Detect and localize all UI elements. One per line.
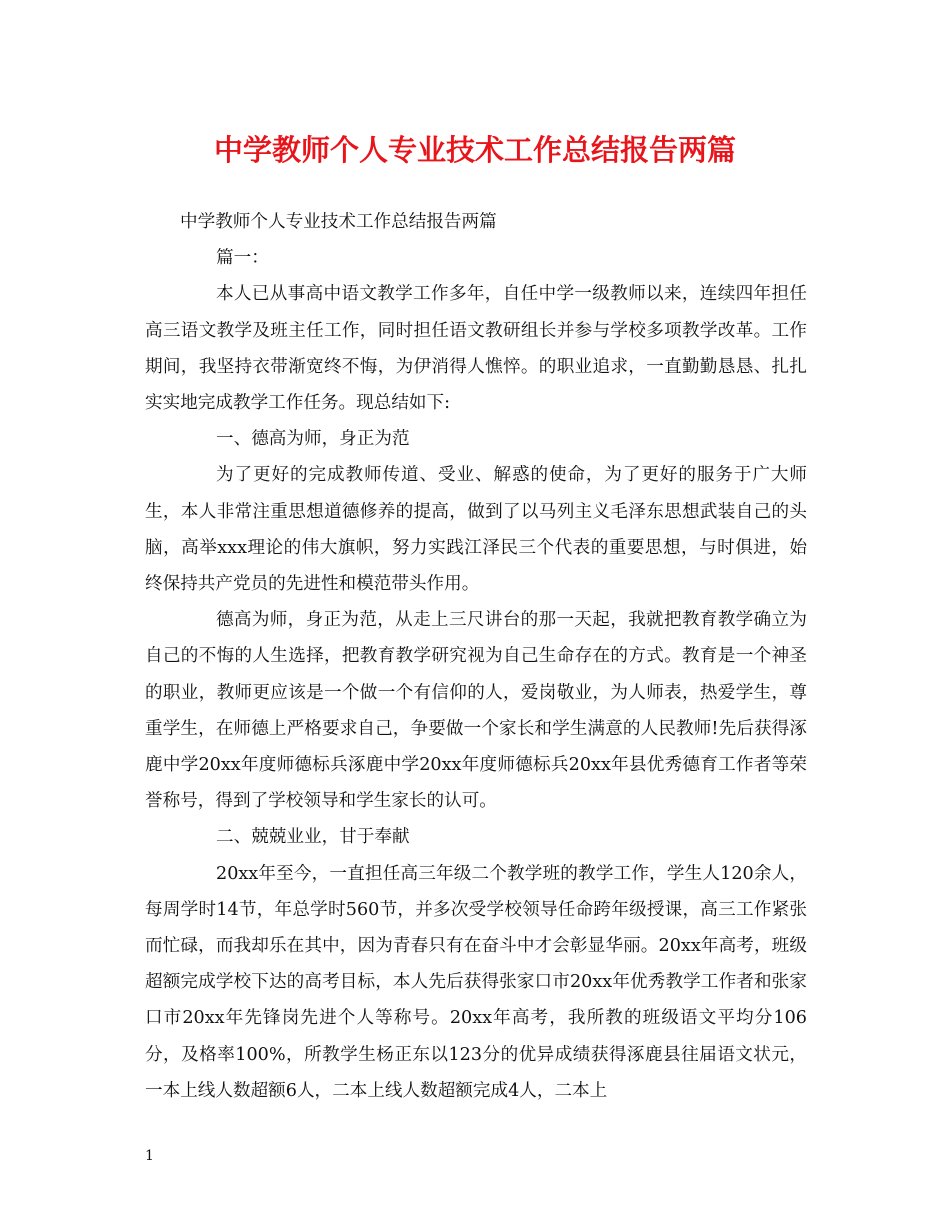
body-paragraph: 20xx年至今，一直担任高三年级二个教学班的教学工作，学生人120余人，每周学时14节，年总学时560节，并多次受学校领导任命跨年级授课，高三工作紧张而忙碌，而我却乐在其中，因为青春只有在奋斗中才会彰显华丽。20xx年高考，班级超额完成学校下达的高考目标，本人先后获得张家口市20xx年优秀教学工作者和张家口市20xx年先锋岗先进个人等称号。20xx年高考，我所教的班级语文平均分106分，及格率100%，所教学生杨正东以123分的优异成绩获得涿鹿县往届语文状元，一本上线人数超额6人，二本上线人数超额完成4人，二本上 xyxy=(145,863,807,1101)
document-body xyxy=(145,204,807,1109)
subtitle-paragraph: 中学教师个人专业技术工作总结报告两篇 xyxy=(180,212,497,232)
document-title: 中学教师个人专业技术工作总结报告两篇 xyxy=(213,133,736,167)
section-heading-two: 二、兢兢业业，甘于奉献 xyxy=(216,827,410,848)
section-heading-one: 一、德高为师，身正为范 xyxy=(216,429,410,450)
body-paragraph: 德高为师，身正为范，从走上三尺讲台的那一天起，我就把教育教学确立为自己的不悔的人生选择，把教育教学研究视为自己生命存在的方式。教育是一个神圣的职业，教师更应该是一个做一个有信仰的人，爱岗敬业，为人师表，热爱学生，尊重学生，在师德上严格要求自己，争要做一个家长和学生满意的人民教师!先后获得涿鹿中学20xx年度师德标兵涿鹿中学20xx年度师德标兵20xx年县优秀德育工作者等荣誉称号，得到了学校领导和学生家长的认可。 xyxy=(145,610,807,812)
section-label-part-one: 篇一： xyxy=(216,248,269,269)
page-number: 1 xyxy=(145,1148,154,1164)
body-paragraph: 为了更好的完成教师传道、受业、解惑的使命，为了更好的服务于广大师生，本人非常注重思想道德修养的提高，做到了以马列主义毛泽东思想武装自己的头脑，高举xxx理论的伟大旗帜，努力实践江泽民三个代表的重要思想，与时俱进，始终保持共产党员的先进性和模范带头作用。 xyxy=(145,465,807,595)
body-paragraph: 本人已从事高中语文教学工作多年，自任中学一级教师以来，连续四年担任高三语文教学及班主任工作，同时担任语文教研组长并参与学校多项教学改革。工作期间，我坚持衣带渐宽终不悔，为伊消得人憔悴。的职业追求，一直勤勤恳恳、扎扎实实地完成教学工作任务。现总结如下: xyxy=(145,284,807,414)
